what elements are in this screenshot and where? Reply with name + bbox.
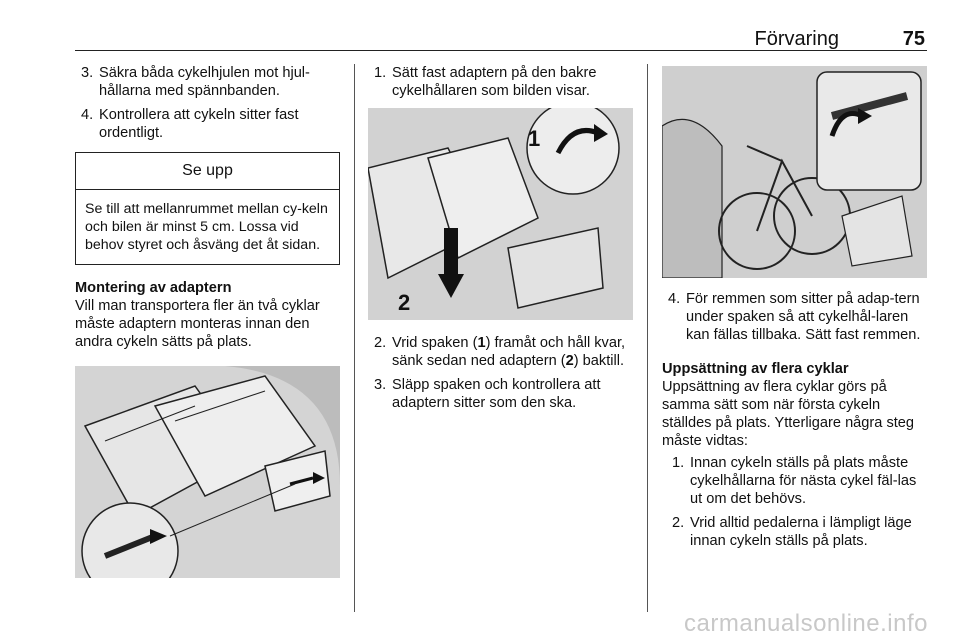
list-item: 4. För remmen som sitter på adap-tern under spaken så att cykelhål-laren kan fällas tillbaka. Sätt fast remmen.	[668, 291, 921, 343]
column-2-lower	[368, 334, 633, 418]
section-paragraph: Uppsättning av flera cyklar görs på samma sätt som när första cykeln ställdes på plats. Ytterligare några steg måste vidtas:	[662, 379, 915, 449]
page-title: Förvaring	[754, 28, 839, 50]
page-header	[75, 26, 927, 51]
list-item: 2. Vrid alltid pedalerna i lämpligt läge innan cykeln ställs på plats.	[672, 515, 912, 549]
section-paragraph: Vill man transportera fler än två cyklar måste adaptern monteras innan den andra cykeln sätts på plats.	[75, 298, 320, 350]
column-divider-2	[647, 64, 648, 612]
column-2	[368, 64, 633, 106]
adapter-lever-illustration	[368, 108, 633, 320]
column-1	[75, 64, 340, 351]
warning-text: Se till att mellanrummet mellan cy-keln och bilen är minst 5 cm. Lossa vid behov styret och åsväng det åt sidan.	[85, 201, 328, 253]
list-item: 1. Innan cykeln ställs på plats måste cykelhållarna för nästa cykel fäl-las ut om det behövs.	[672, 455, 917, 507]
warning-box	[75, 152, 340, 265]
adapter-illustration	[75, 366, 340, 578]
list-item: 2. Vrid spaken (1) framåt och håll kvar, sänk sedan ned adaptern (2) baktill.	[374, 335, 626, 369]
warning-title: Se upp	[76, 153, 339, 190]
page-number: 75	[902, 28, 925, 50]
list-item: 1. Sätt fast adaptern på den bakre cykelhållaren som bilden visar.	[374, 65, 597, 99]
column-3	[662, 290, 927, 556]
section-heading: Uppsättning av flera cyklar	[662, 361, 849, 377]
list-item: 3. Säkra båda cykelhjulen mot hjul-hållarna med spännbanden.	[81, 65, 310, 99]
section-heading: Montering av adaptern	[75, 280, 232, 296]
figure-label-2: 2	[398, 290, 411, 315]
column-divider-1	[354, 64, 355, 612]
list-item: 4. Kontrollera att cykeln sitter fast ordentligt.	[81, 107, 299, 141]
figure-label-1: 1	[528, 126, 541, 151]
list-item: 3. Släpp spaken och kontrollera att adaptern sitter som den ska.	[374, 377, 601, 411]
watermark: carmanualsonline.info	[684, 610, 928, 637]
bike-strap-illustration	[662, 66, 927, 278]
